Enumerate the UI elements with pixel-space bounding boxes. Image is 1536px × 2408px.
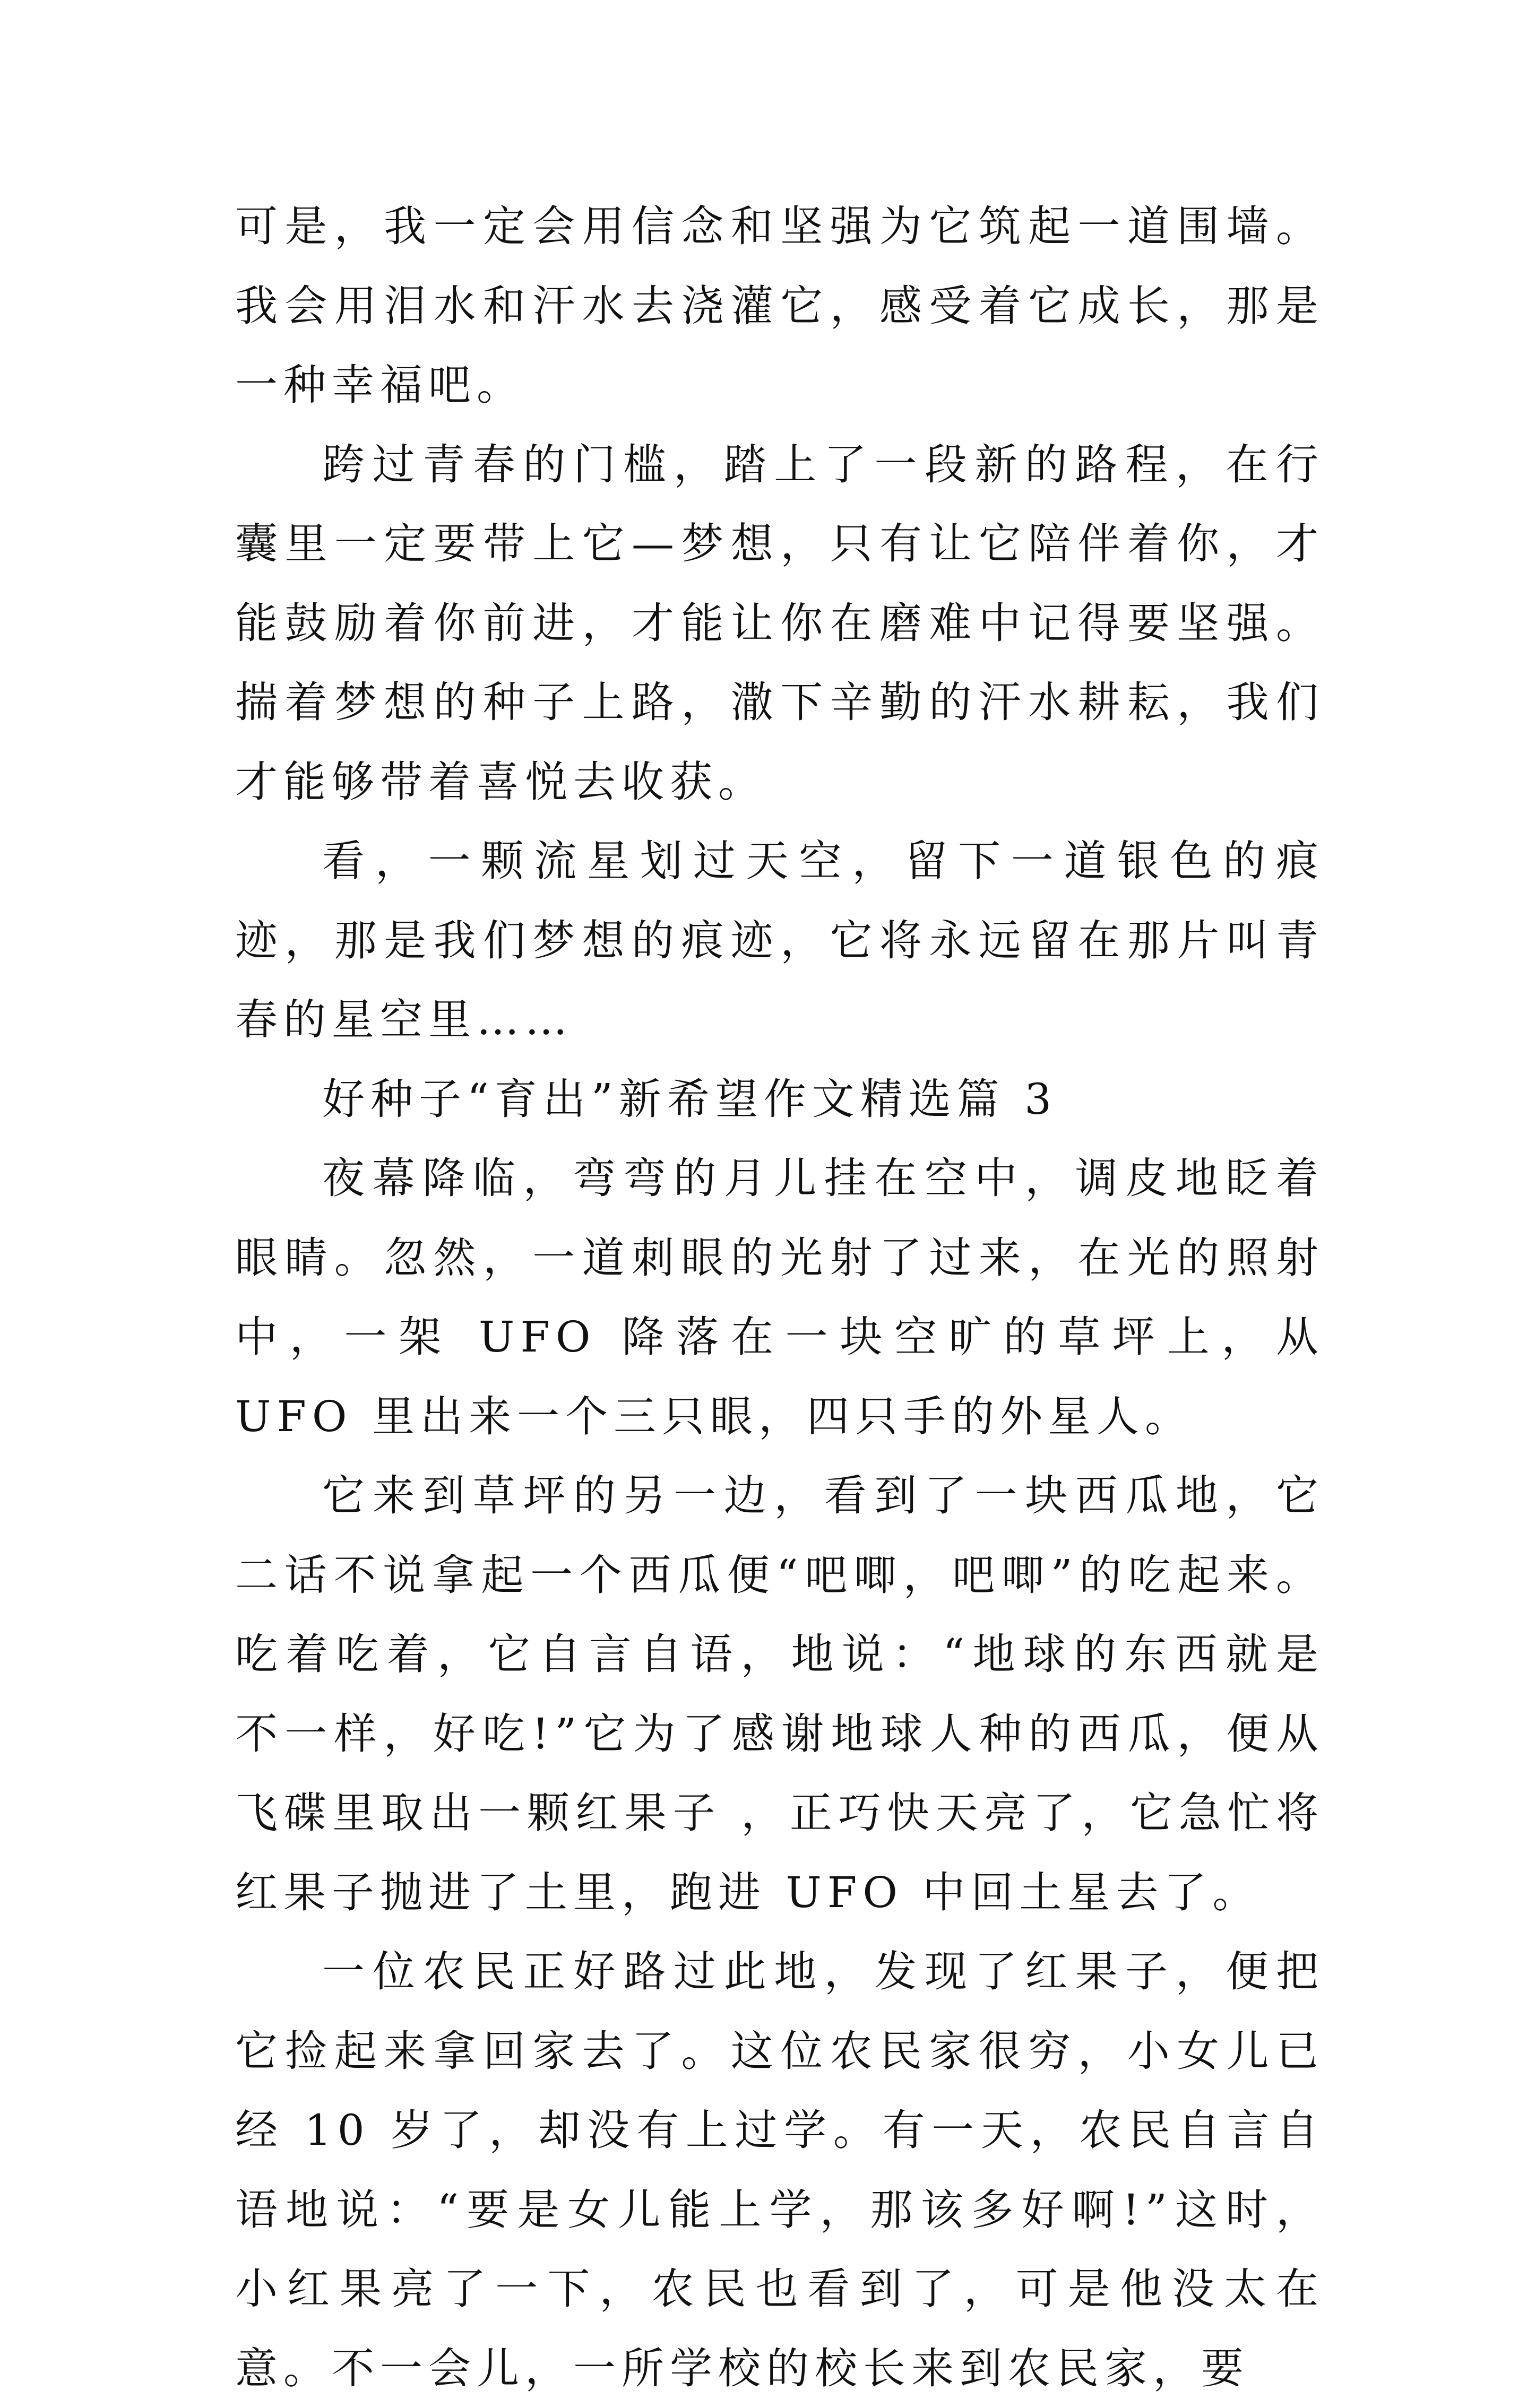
section-heading: 好种子“育出”新希望作文精选篇 3 [322,1074,1058,1124]
paragraph-1: 可是，我一定会用信念和坚强为它筑起一道围墙。我会用泪水和汗水去浇灌它，感受着它成长，那是一种幸福吧。 [235,202,1324,410]
paragraph-3: 看，一颗流星划过天空，留下一道银色的痕迹，那是我们梦想的痕迹，它将永远留在那片叫青春的星空里…… [235,836,1324,1044]
paragraph-4: 夜幕降临，弯弯的月儿挂在空中，调皮地眨着眼睛。忽然，一道刺眼的光射了过来，在光的照射中，一架 UFO 降落在一块空旷的草坪上，从 UFO 里出来一个三只眼，四只手的外星人。 [235,1154,1324,1441]
paragraph-6: 一位农民正好路过此地，发现了红果子，便把它捡起来拿回家去了。这位农民家很穷，小女儿已经 10 岁了，却没有上过学。有一天，农民自言自语地说：“要是女儿能上学，那该多好啊!”这时，小红果亮了一下，农民也看到了，可是他没太在意。不一会儿，一所学校的校长来到农民家，要 [235,1947,1324,2393]
document-body [235,187,1324,2408]
paragraph-5: 它来到草坪的另一边，看到了一块西瓜地，它二话不说拿起一个西瓜便“吧唧，吧唧”的吃起来。吃着吃着，它自言自语，地说：“地球的东西就是不一样，好吃!”它为了感谢地球人种的西瓜，便从飞碟里取出一颗红果子 ，正巧快天亮了，它急忙将红果子抛进了土里，跑进 UFO 中回土星去了。 [235,1471,1324,1917]
paragraph-2: 跨过青春的门槛，踏上了一段新的路程，在行囊里一定要带上它—梦想，只有让它陪伴着你，才能鼓励着你前进，才能让你在磨难中记得要坚强。揣着梦想的种子上路，潵下辛勤的汗水耕耘，我们才能够带着喜悦去收获。 [235,439,1324,807]
